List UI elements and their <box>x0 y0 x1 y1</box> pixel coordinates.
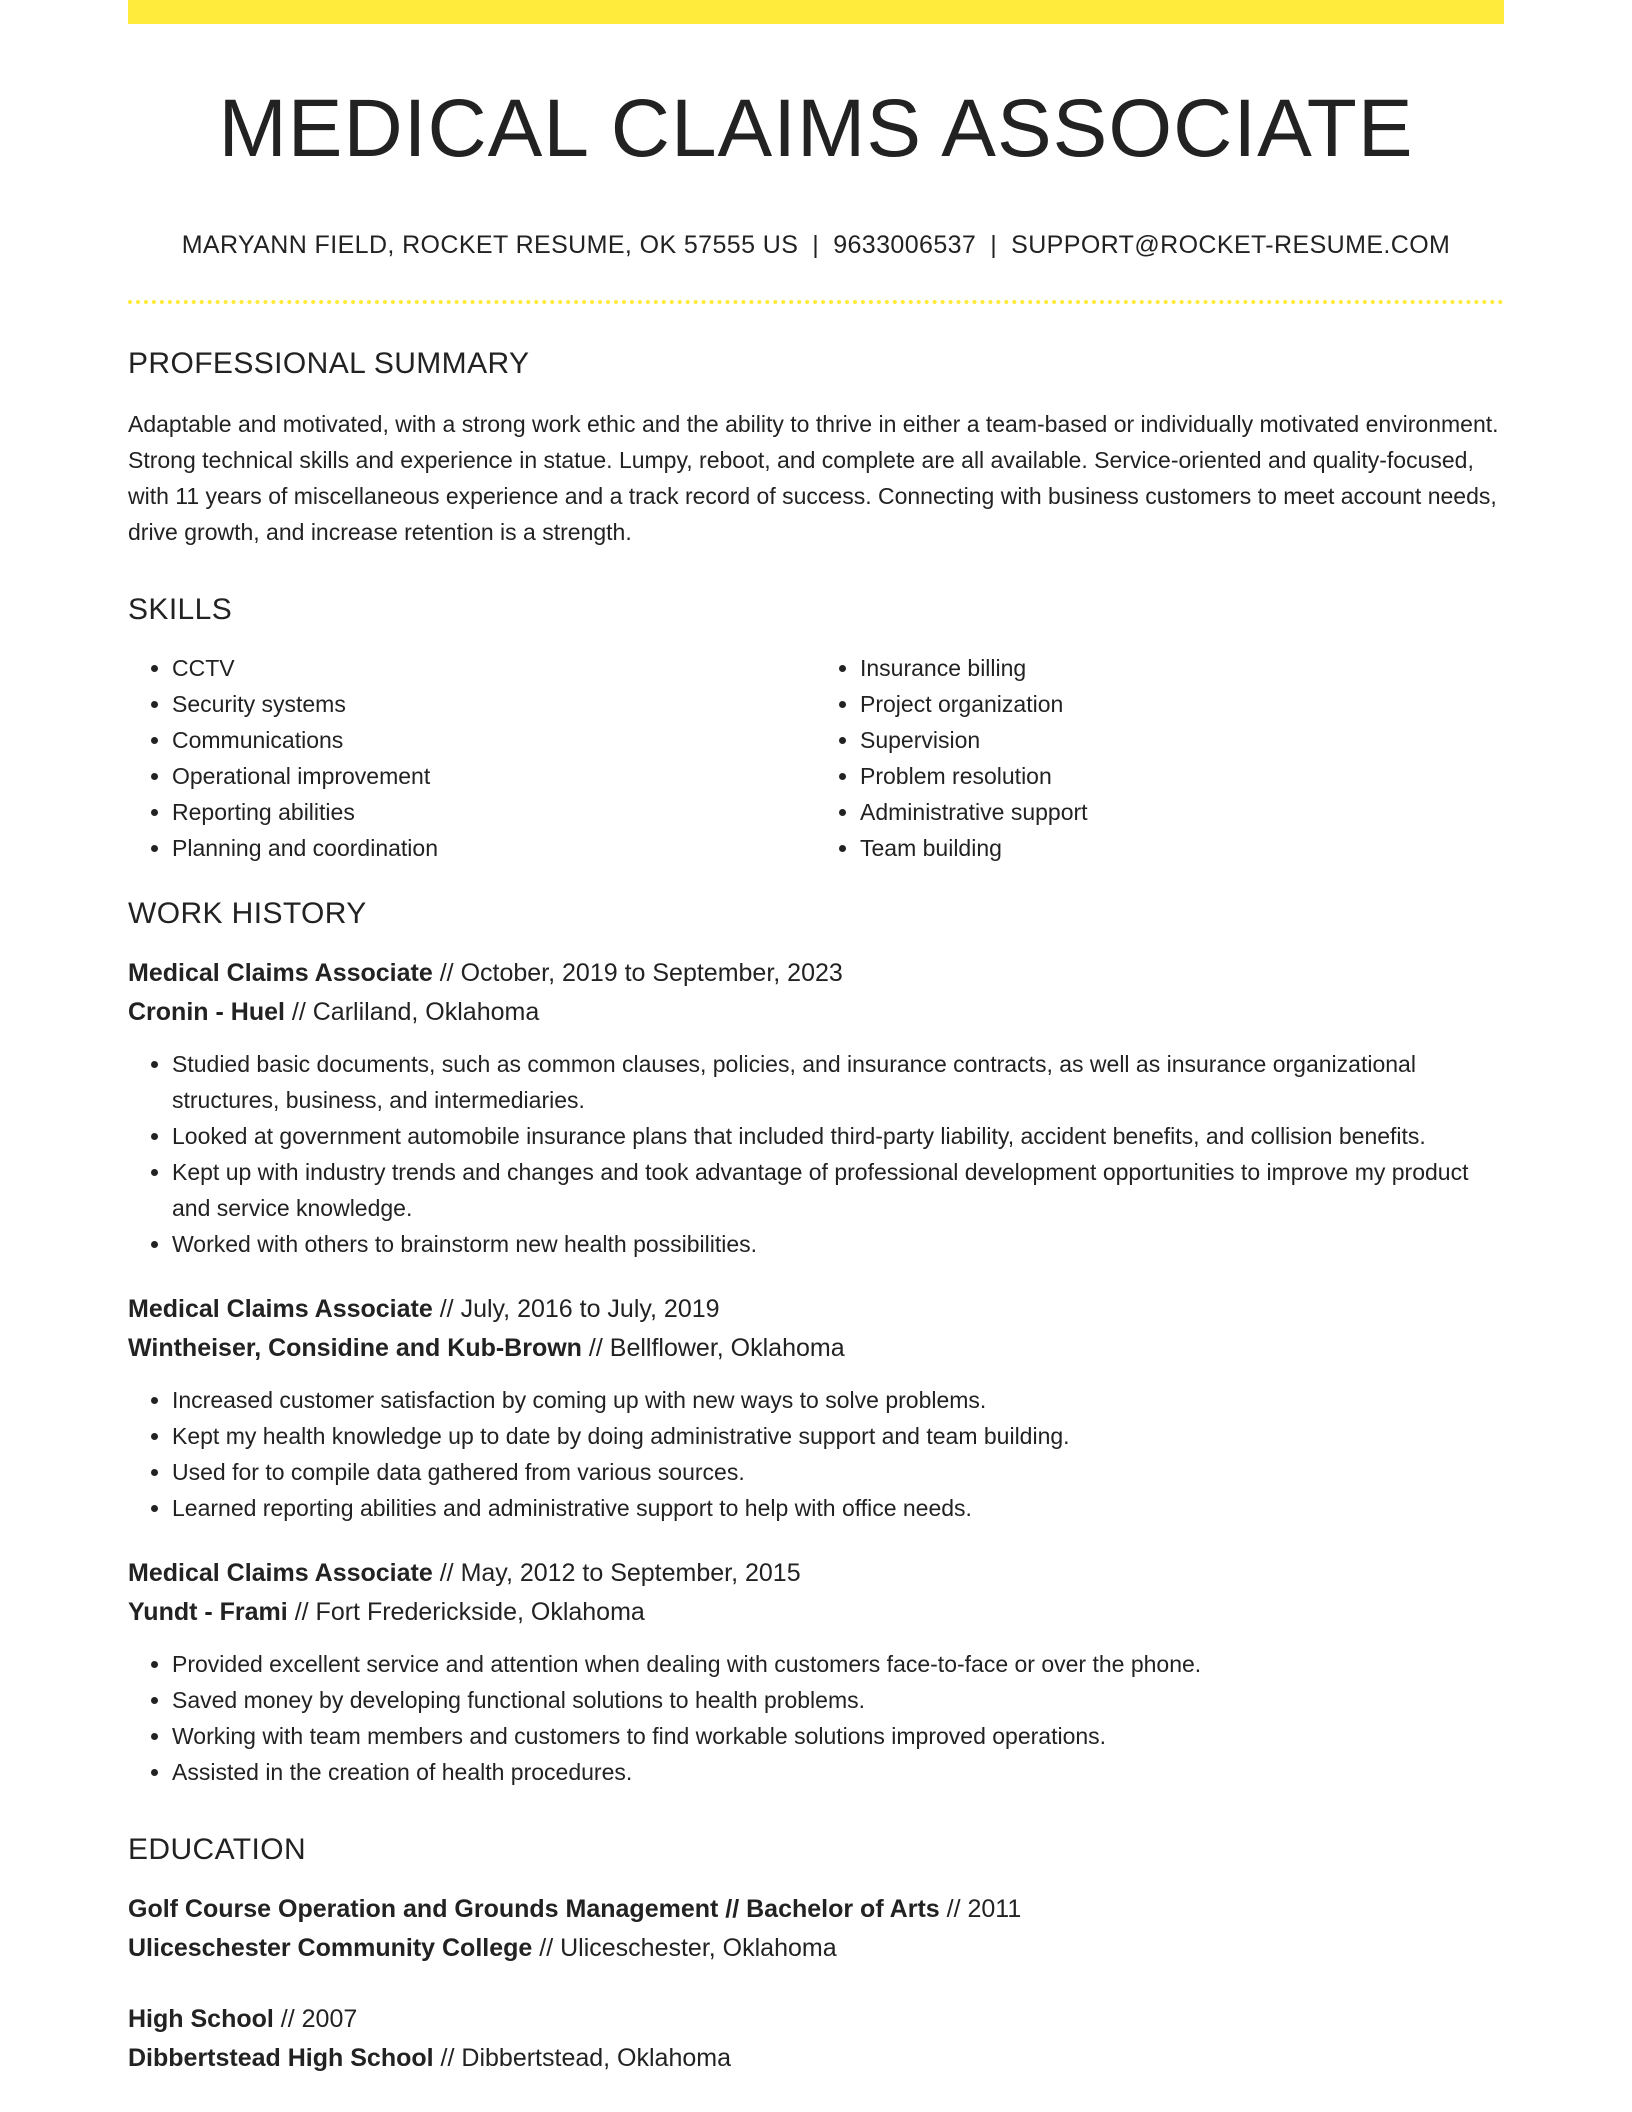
separator: // <box>294 1598 309 1627</box>
summary-text: Adaptable and motivated, with a strong work ethic and the ability to thrive in either a team-based or individually motivated environment. Strong technical skills and experience in statue. Lumpy, reboot, and complete are all available. Service-oriented and quality-focused, with 11 years of miscellaneous experience and a track record of success. Connecting with business customers to meet account needs, drive growth, and increase retention is a strength. <box>128 411 1499 546</box>
job-dates: October, 2019 to September, 2023 <box>460 959 843 988</box>
separator: // <box>539 1934 554 1963</box>
skill-item: • Security systems <box>172 686 816 722</box>
education-heading: EDUCATION <box>128 1833 307 1867</box>
education-school-line <box>128 2039 1504 2078</box>
skills-column-right <box>816 650 1504 866</box>
skill-item: • Team building <box>860 830 1504 866</box>
job-bullet: • Assisted in the creation of health procedures. <box>172 1754 1504 1790</box>
job-company: Yundt - Frami <box>128 1598 288 1627</box>
contact-email: SUPPORT@ROCKET-RESUME.COM <box>1011 231 1451 260</box>
work-history-heading: WORK HISTORY <box>128 897 367 931</box>
skill-item: • Operational improvement <box>172 758 816 794</box>
education-school: Dibbertstead High School <box>128 2044 434 2073</box>
education-entry <box>128 2000 1504 2078</box>
education-degree: High School <box>128 2005 274 2034</box>
education-location: Dibbertstead, Oklahoma <box>461 2044 731 2073</box>
job-bullet: • Increased customer satisfaction by coming up with new ways to solve problems. <box>172 1382 1504 1418</box>
job-bullet: • Kept up with industry trends and changes and took advantage of professional development opportunities to improve my product and service knowledge. <box>172 1154 1504 1226</box>
education-school-line <box>128 1929 1504 1968</box>
skill-item: • Communications <box>172 722 816 758</box>
separator: // <box>439 959 454 988</box>
job-title: Medical Claims Associate <box>128 1295 433 1324</box>
dotted-divider <box>128 300 1504 304</box>
job-bullet: • Working with team members and customers to find workable solutions improved operations. <box>172 1718 1504 1754</box>
skill-item: • Problem resolution <box>860 758 1504 794</box>
separator: // <box>439 1559 454 1588</box>
accent-top-bar <box>128 0 1504 24</box>
job-entry <box>128 1290 1504 1526</box>
job-company: Cronin - Huel <box>128 998 285 1027</box>
job-location: Fort Frederickside, Oklahoma <box>315 1598 645 1627</box>
contact-separator: | <box>990 231 998 260</box>
job-location: Bellflower, Oklahoma <box>609 1334 845 1363</box>
education-degree-line <box>128 1890 1504 1929</box>
job-title: Medical Claims Associate <box>128 1559 433 1588</box>
job-bullets <box>128 1382 1504 1526</box>
job-bullets <box>128 1046 1504 1262</box>
skill-item: • Reporting abilities <box>172 794 816 830</box>
job-entry <box>128 954 1504 1262</box>
job-bullet: • Provided excellent service and attention when dealing with customers face-to-face or over the phone. <box>172 1646 1504 1682</box>
job-bullet: • Worked with others to brainstorm new health possibilities. <box>172 1226 1504 1262</box>
skills-heading: SKILLS <box>128 593 233 627</box>
education-entry <box>128 1890 1504 1968</box>
job-title-line <box>128 954 1504 993</box>
resume-page <box>128 0 1504 2078</box>
job-title-line <box>128 1290 1504 1329</box>
job-bullets <box>128 1646 1504 1790</box>
skill-item: • Supervision <box>860 722 1504 758</box>
summary-heading: PROFESSIONAL SUMMARY <box>128 347 530 381</box>
skills-column-left <box>128 650 816 866</box>
skill-item: • Planning and coordination <box>172 830 816 866</box>
job-company-line <box>128 1329 1504 1368</box>
contact-phone: 9633006537 <box>833 231 977 260</box>
separator: // <box>291 998 306 1027</box>
job-bullet: • Used for to compile data gathered from various sources. <box>172 1454 1504 1490</box>
education-degree-line <box>128 2000 1504 2039</box>
job-title: Medical Claims Associate <box>128 959 433 988</box>
separator: // <box>439 1295 454 1324</box>
skill-item: • CCTV <box>172 650 816 686</box>
skill-item: • Administrative support <box>860 794 1504 830</box>
skills-list <box>128 650 1504 866</box>
job-bullet: • Kept my health knowledge up to date by doing administrative support and team building. <box>172 1418 1504 1454</box>
job-bullet: • Looked at government automobile insurance plans that included third-party liability, accident benefits, and collision benefits. <box>172 1118 1504 1154</box>
contact-address: MARYANN FIELD, ROCKET RESUME, OK 57555 US <box>181 231 799 260</box>
job-bullet: • Studied basic documents, such as common clauses, policies, and insurance contracts, as well as insurance organizational structures, business, and intermediaries. <box>172 1046 1504 1118</box>
job-location: Carliland, Oklahoma <box>312 998 540 1027</box>
contact-separator: | <box>812 231 820 260</box>
job-dates: May, 2012 to September, 2015 <box>460 1559 801 1588</box>
skill-item: • Insurance billing <box>860 650 1504 686</box>
separator: // <box>588 1334 603 1363</box>
education-school: Uliceschester Community College <box>128 1934 533 1963</box>
education-degree: Golf Course Operation and Grounds Management // Bachelor of Arts <box>128 1895 940 1924</box>
separator: // <box>946 1895 961 1924</box>
skill-item: • Project organization <box>860 686 1504 722</box>
education-year: 2007 <box>301 2005 358 2034</box>
separator: // <box>280 2005 295 2034</box>
contact-line <box>128 230 1504 260</box>
education-location: Uliceschester, Oklahoma <box>560 1934 837 1963</box>
job-entry <box>128 1554 1504 1790</box>
job-title-line <box>128 1554 1504 1593</box>
job-dates: July, 2016 to July, 2019 <box>460 1295 720 1324</box>
job-company-line <box>128 1593 1504 1632</box>
job-bullet: • Learned reporting abilities and administrative support to help with office needs. <box>172 1490 1504 1526</box>
separator: // <box>440 2044 455 2073</box>
education-year: 2011 <box>967 1895 1022 1924</box>
job-bullet: • Saved money by developing functional solutions to health problems. <box>172 1682 1504 1718</box>
resume-title: MEDICAL CLAIMS ASSOCIATE <box>218 83 1414 174</box>
job-company-line <box>128 993 1504 1032</box>
job-company: Wintheiser, Considine and Kub-Brown <box>128 1334 582 1363</box>
